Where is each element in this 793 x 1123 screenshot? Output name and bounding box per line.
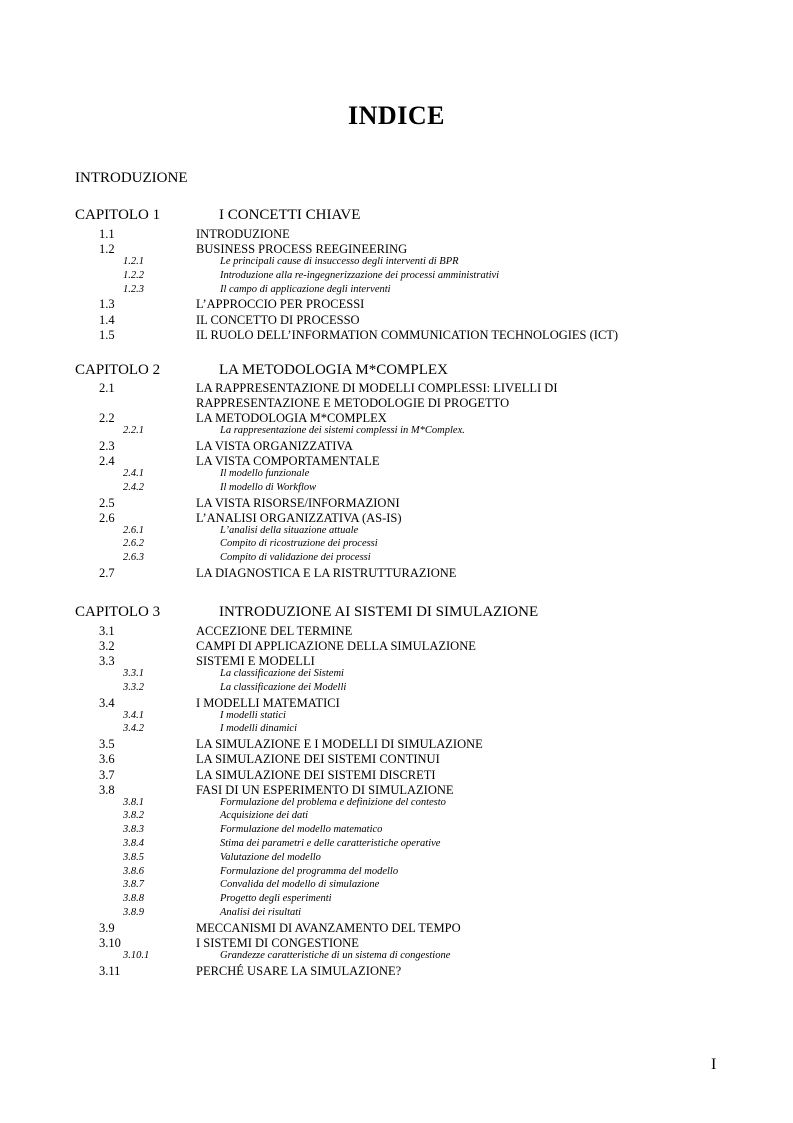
toc-entry-text: INTRODUZIONE	[196, 227, 290, 241]
toc-section-row	[0, 313, 793, 328]
toc-entry-number: 2.4.1	[123, 468, 144, 479]
toc-entry-number: 2.6.1	[123, 524, 144, 536]
toc-subsection-row	[0, 256, 793, 271]
toc-subsection-row	[0, 538, 793, 553]
toc-entry-number: 1.3	[99, 297, 115, 312]
toc-entry-number: 3.6	[99, 752, 115, 767]
toc-entry-text: FASI DI UN ESPERIMENTO DI SIMULAZIONE	[196, 782, 454, 797]
chapter-number: CAPITOLO 2	[75, 362, 161, 378]
toc-entry-number: 1.2.1	[123, 256, 144, 267]
toc-entry-text: I MODELLI MATEMATICI	[196, 695, 340, 710]
toc-entry-text: LA SIMULAZIONE E I MODELLI DI SIMULAZIONE	[196, 737, 483, 752]
toc-entry-text: CAMPI DI APPLICAZIONE DELLA SIMULAZIONE	[196, 639, 476, 654]
toc-entry-text: LA METODOLOGIA M*COMPLEX	[196, 411, 387, 426]
toc-subsection-row	[0, 668, 793, 683]
toc-entry-text: Formulazione del modello matematico	[220, 824, 383, 836]
toc-entry-number: 3.8.2	[123, 810, 144, 822]
toc-section-row	[0, 381, 793, 396]
toc-entry-number: 3.3.2	[123, 682, 144, 693]
toc-entry-number: 2.4	[99, 454, 115, 469]
toc-entry-text: I modelli statici	[220, 709, 286, 721]
toc-entry-text: L’ANALISI ORGANIZZATIVA (AS-IS)	[196, 510, 402, 525]
toc-section-row	[0, 566, 793, 581]
toc-entry-number: 3.8.1	[123, 796, 144, 808]
toc-entry-text: La classificazione dei Modelli	[220, 682, 347, 693]
toc-section-row	[0, 964, 793, 979]
toc-entry-text: LA VISTA ORGANIZZATIVA	[196, 439, 353, 453]
toc-entry-number: 3.4	[99, 695, 115, 710]
toc-entry-text: Acquisizione dei dati	[220, 810, 309, 822]
toc-entry-number: 2.6	[99, 510, 115, 525]
toc-entry-text: LA SIMULAZIONE DEI SISTEMI CONTINUI	[196, 752, 440, 767]
toc-entry-number: 3.9	[99, 920, 115, 935]
toc-subsection-row	[0, 468, 793, 483]
toc-entry-number: 1.1	[99, 227, 115, 241]
toc-entry-number: 3.8.5	[123, 851, 144, 863]
toc-entry-text: Valutazione del modello	[220, 851, 321, 863]
toc-entry-text: LA VISTA RISORSE/INFORMAZIONI	[196, 495, 400, 510]
toc-subsection-row	[0, 950, 793, 965]
toc-entry-number: 2.6.3	[123, 552, 144, 564]
toc-subsection-row	[0, 879, 793, 894]
toc-subsection-row	[0, 907, 793, 922]
toc-subsection-row	[0, 824, 793, 839]
toc-entry-text: Introduzione alla re-ingegnerizzazione dei processi amministrativi	[220, 269, 500, 281]
toc-subsection-row	[0, 710, 793, 725]
toc-entry-number: 1.2.2	[123, 269, 144, 281]
toc-entry-text: Il campo di applicazione degli interventi	[220, 283, 391, 295]
toc-entry-text: L’APPROCCIO PER PROCESSI	[196, 297, 365, 312]
toc-entry-number: 3.10	[99, 936, 121, 950]
toc-section-row	[0, 921, 793, 936]
toc-entry-text: MECCANISMI DI AVANZAMENTO DEL TEMPO	[196, 920, 461, 935]
chapter-number: CAPITOLO 1	[75, 207, 161, 223]
chapter-title: INTRODUZIONE AI SISTEMI DI SIMULAZIONE	[219, 604, 539, 620]
toc-entry-number: 3.1	[99, 624, 115, 638]
toc-entry-number: 2.2.1	[123, 425, 144, 437]
toc-entry-text: LA RAPPRESENTAZIONE DI MODELLI COMPLESSI: LIVELLI DI	[196, 381, 558, 395]
toc-entry-number: 3.8	[99, 782, 115, 797]
toc-entry-text: Il modello funzionale	[220, 468, 310, 479]
toc-subsection-row	[0, 866, 793, 881]
toc-subsection-row	[0, 852, 793, 867]
toc-section-row	[0, 439, 793, 454]
toc-entry-number: 3.8.9	[123, 907, 144, 918]
toc-subsection-row	[0, 682, 793, 697]
toc-entry-text: L’analisi della situazione attuale	[220, 524, 359, 536]
toc-section-row	[0, 783, 793, 798]
chapter-title: I CONCETTI CHIAVE	[219, 207, 361, 223]
toc-entry-number: 3.8.4	[123, 838, 144, 849]
toc-section-row	[0, 242, 793, 257]
toc-entry-text: I modelli dinamici	[220, 723, 297, 735]
toc-section-row	[0, 511, 793, 526]
toc-entry-text: IL RUOLO DELL’INFORMATION COMMUNICATION TECHNOLOGIES (ICT)	[196, 327, 619, 342]
toc-section-row	[0, 624, 793, 639]
toc-entry-text: La classificazione dei Sistemi	[220, 668, 344, 680]
toc-entry-number: 3.5	[99, 737, 115, 752]
toc-subsection-row	[0, 482, 793, 497]
toc-entry-number: 3.7	[99, 767, 115, 782]
toc-section-row	[0, 737, 793, 752]
toc-section-row	[0, 768, 793, 783]
toc-entry-number: 3.8.6	[123, 865, 144, 877]
toc-introduction: INTRODUZIONE	[75, 170, 188, 186]
toc-section-row	[0, 454, 793, 469]
toc-entry-text: Formulazione del programma del modello	[220, 865, 399, 877]
toc-entry-number: 3.4.1	[123, 709, 144, 721]
chapter-title: LA METODOLOGIA M*COMPLEX	[219, 362, 448, 378]
toc-entry-text: LA SIMULAZIONE DEI SISTEMI DISCRETI	[196, 767, 436, 782]
toc-entry-text: PERCHÉ USARE LA SIMULAZIONE?	[196, 963, 402, 978]
toc-section-row	[0, 936, 793, 951]
toc-entry-text: Convalida del modello di simulazione	[220, 879, 380, 891]
toc-subsection-row	[0, 797, 793, 812]
page-number: I	[711, 1056, 717, 1073]
toc-section-row	[0, 696, 793, 711]
toc-entry-text: Progetto degli esperimenti	[220, 893, 332, 905]
toc-entry-text: Formulazione del problema e definizione del contesto	[220, 796, 446, 808]
toc-entry-text: La rappresentazione dei sistemi complessi in M*Complex.	[220, 425, 465, 437]
toc-section-row	[0, 654, 793, 669]
toc-entry-number: 3.8.8	[123, 893, 144, 905]
toc-section-row	[0, 639, 793, 654]
toc-section-row	[0, 496, 793, 511]
toc-entry-text: BUSINESS PROCESS REEGINEERING	[196, 242, 408, 257]
toc-entry-number: 2.6.2	[123, 538, 144, 550]
toc-entry-text: LA VISTA COMPORTAMENTALE	[196, 454, 380, 469]
toc-section-row	[0, 227, 793, 242]
toc-subsection-row	[0, 525, 793, 540]
toc-entry-number: 3.11	[99, 963, 121, 978]
toc-entry-number: 1.2	[99, 242, 115, 257]
toc-entry-number: 2.5	[99, 495, 115, 510]
toc-subsection-row	[0, 810, 793, 825]
toc-entry-number: 3.10.1	[123, 949, 150, 961]
toc-entry-number: 2.3	[99, 439, 115, 453]
toc-entry-number: 1.5	[99, 327, 115, 342]
toc-subsection-row	[0, 284, 793, 299]
toc-entry-text: Compito di ricostruzione dei processi	[220, 538, 378, 550]
page-title: INDICE	[348, 101, 445, 130]
toc-entry-text: ACCEZIONE DEL TERMINE	[196, 624, 353, 638]
toc-subsection-row	[0, 838, 793, 853]
toc-entry-text: Compito di validazione dei processi	[220, 552, 371, 564]
toc-subsection-row	[0, 552, 793, 567]
toc-section-row	[0, 752, 793, 767]
toc-entry-text: Grandezze caratteristiche di un sistema di congestione	[220, 949, 451, 961]
toc-entry-text: SISTEMI E MODELLI	[196, 654, 315, 669]
toc-entry-number: 3.2	[99, 639, 115, 654]
toc-entry-number: 1.2.3	[123, 283, 144, 295]
toc-subsection-row	[0, 425, 793, 440]
toc-entry-number: 2.1	[99, 381, 115, 395]
toc-entry-text: RAPPRESENTAZIONE E METODOLOGIE DI PROGETTO	[196, 396, 510, 411]
toc-section-row	[0, 411, 793, 426]
toc-entry-text: LA DIAGNOSTICA E LA RISTRUTTURAZIONE	[196, 566, 457, 580]
toc-entry-number: 3.3.1	[123, 668, 144, 680]
toc-section-row	[0, 396, 793, 411]
toc-entry-text: Analisi dei risultati	[220, 907, 302, 918]
toc-entry-text: Le principali cause di insuccesso degli interventi di BPR	[220, 256, 459, 267]
toc-entry-text: Il modello di Workflow	[220, 481, 317, 493]
toc-entry-number: 2.4.2	[123, 481, 144, 493]
toc-entry-number: 3.4.2	[123, 723, 144, 735]
toc-entry-text: IL CONCETTO DI PROCESSO	[196, 312, 360, 327]
toc-entry-number: 3.3	[99, 654, 115, 669]
toc-subsection-row	[0, 893, 793, 908]
chapter-number: CAPITOLO 3	[75, 604, 161, 620]
toc-section-row	[0, 297, 793, 312]
toc-entry-number: 3.8.3	[123, 824, 144, 836]
toc-entry-number: 2.7	[99, 566, 115, 580]
toc-entry-text: Stima dei parametri e delle caratteristiche operative	[220, 838, 441, 849]
toc-entry-number: 2.2	[99, 411, 115, 426]
toc-subsection-row	[0, 723, 793, 738]
toc-entry-number: 3.8.7	[123, 879, 144, 891]
toc-entry-text: I SISTEMI DI CONGESTIONE	[196, 936, 359, 950]
toc-entry-number: 1.4	[99, 312, 115, 327]
toc-section-row	[0, 328, 793, 343]
toc-subsection-row	[0, 270, 793, 285]
